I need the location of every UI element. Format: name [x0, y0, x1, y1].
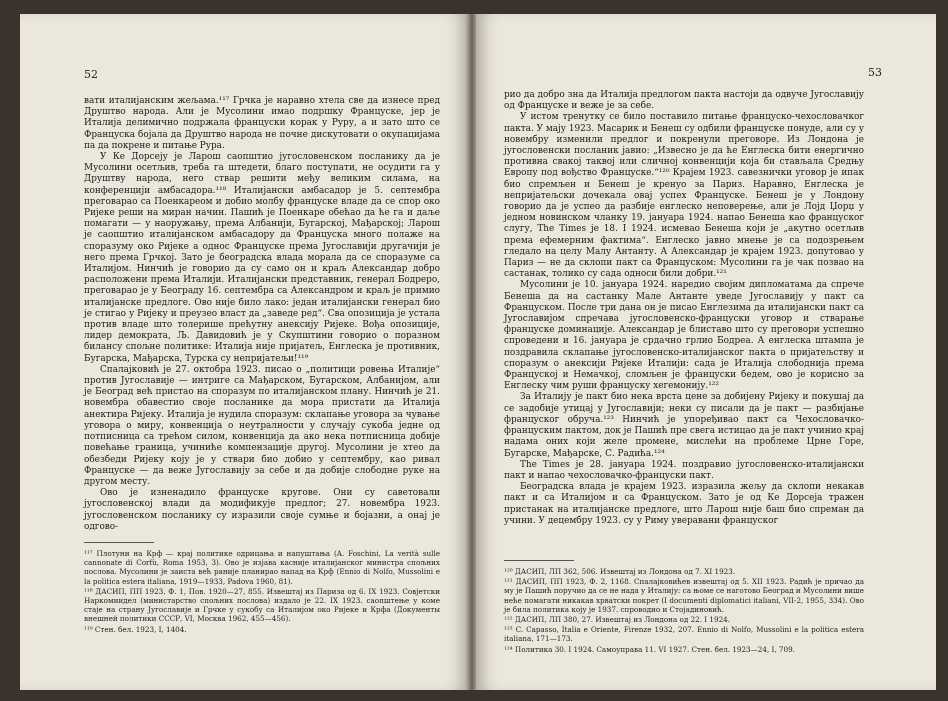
paragraph: Ово је изненадило француске кругове. Они су саветовали југословенској влади да модификује предлог; 27. новембра 1923. југословенском посланику су изразили своје сумње и бојазни, а онај је одгово- [84, 488, 440, 532]
footnote: ¹²³ C. Capasso, Italia e Oriente, Firenze 1932, 207. Ennio di Nolfo, Mussolini e la politica estera italiana, 171—173. [504, 625, 864, 644]
footnote-rule [84, 542, 154, 543]
footnote: ¹¹⁹ Стен. бел. 1923, I, 1404. [84, 624, 187, 634]
paragraph: У Ке Дорсеју је Ларош саопштио југословенском посланику да је Мусолини осетљив, треба га штедети, благо поступати, не осудити га у Друштву народа, него ствар решити међу великим силама, на конференцији амбасадора.¹¹⁸ Италијански амбасадор је 5. септембра преговарао са Поенкареом и добио молбу француске владе да се спор око Ријеке реши на миран начин. Пашић је Поенкаре обећао да ће га и даље помагати — у наоружању, према Албанији, Бугарској, Мађарској; Ларош је саопштио италијанском амбасадору да Француска много полаже на споразуму око Ријеке а однос Француске према Југославији другачији је него према Грчкој. Зато је београдска влада морала да се споразуме са Италијом. Нинчић је говорио да су само он и краљ Александар добро расположени према Италији. Италијански представник, генерал Бодреро, преговарао је у Београду 16. септембра са Александром и краљ је примио италијанске предлоге. Ово није било лако: један италијански генерал био је стигао у Ријеку и преузео власт да „заведе ред“. Сва опозиција је устала против владе што толерише прећутну анексију Ријеке. Вођа опозиције, лидер демократа, Љ. Давидовић је у Скупштини говорио о поразном билансу спољне политике: Италија није пријатељ, Енглеска је противник, Бугарска, Мађарска, Турска су непријатељи!¹¹⁹ [84, 152, 440, 364]
paragraph: У истом тренутку се било поставило питање француско-чехословачког пакта. У мају 1923. Масарик и Бенеш су одбили француске понуде, али су у новембру изменили предлог и покренули преговоре. Из Лондона је југословенски посланик јавио: „Извесно је да ће Енглеска бити енергично противна свакој таквој или сличној конвенцији која би стављала Средњу Европу под вођство Француске.“¹²⁰ Крајем 1923. савезнички уговор је ипак био спремљен и Бенеш је кренуо за Париз. Наравно, Енглеска је непријатељски дочекала овај успех Француске. Бенеш је у Лондону говорио да је успео да разбије енглеско неповерење, али је Лојд Џорџ у једном новинском чланку 19. јануара 1924. напао Бенеша као француског слугу, The Times је 18. I 1924. исмевао Бенеша који је „акутно осетљив према ефемерним фактима“. Енглеско јавно мнење је са подозрењем гледало на целу Малу Антанту. А Александар је крајем 1923. допутовао у Париз — не да склопи пакт са Француском: Мусолини га је чак позвао на састанак, толико су сада односи били добри.¹²¹ [504, 112, 864, 280]
page-number: 52 [84, 68, 98, 81]
left-page [20, 14, 468, 690]
paragraph: Београдска влада је крајем 1923. изразила жељу да склопи некакав пакт и са Италијом и са Француском. Зато је од Ке Дорсеја тражен пристанак на италијанске предлоге, што Ларош није баш био спреман да учини. У децембру 1923. су у Риму уверавани француског [504, 482, 864, 526]
footnotes [504, 560, 864, 655]
footnote-rule [504, 560, 574, 561]
footnote: ¹²² ДАСИП, ЛП 380, 27. Извештај из Лондона од 22. I 1924. [504, 615, 730, 625]
footnote: ¹²⁴ Политика 30. I 1924. Самоуправа 11. VI 1927. Стен. бел. 1923—24, I, 709. [504, 644, 795, 654]
page-number: 53 [868, 66, 882, 79]
paragraph: вати италијанским жељама.¹¹⁷ Грчка је наравно хтела све да изнесе пред Друштво народа. Али је Мусолини имао подршку Француске, јер је Италија делимично подржала француски корак у Руру, а и зато што се Француска бојала да Друштво народа не почне дискутовати о окупацијама па да покрене и питање Рура. [84, 96, 440, 151]
footnote: ¹¹⁸ ДАСИП, ПП 1923, Ф. 1, Пов. 1920—27, 855. Извештај из Париза од 6. IX 1923. Совјетски Наркомиидел (министарство спољних послова) издало је 22. IX 1923. саопштење у коме стаје на страну Југославије и Грчке у сукобу са Италијом око Ријеке и Крфа (Документы внешней политики СССР, VI, Москва 1962, 455—456). [84, 586, 440, 624]
footnotes [84, 542, 440, 635]
body-text [504, 90, 864, 527]
footnote: ¹¹⁷ Плотуни на Крф — крај политике одрицања и напуштања (A. Foschini, La verità sulle cannonate di Corfù, Roma 1953, 3). Ово је изјава касније италијанског министра спољних послова. Мусолини је заиста већ раније планирао напад на Крф (Ennio di Nolfo, Mussolini e la politica estera italiana, 1919—1933, Padova 1960, 81). [84, 549, 440, 586]
right-page [476, 14, 936, 690]
paragraph: The Times је 28. јануара 1924. поздравио југословенско-италијански пакт и напао чехословачко-француски пакт. [504, 459, 864, 481]
footnote: ¹²⁰ ДАСИП, ЛП 362, 506. Извештај из Лондона од 7. XI 1923. [504, 567, 736, 576]
footnote: ¹²¹ ДАСИП, ПП 1923, Ф. 2, 1168. Спалајковићев извештај од 5. XII 1923. Радић је причао да му је Пашић поручио да се не нада у Италију: са њоме се наготово Београд и Мусолини више неће помагати никакав хрватски покрет (I documenti diplomatici italiani, VII-2, 1955, 334). Ово је била политика коју је 1937. спроводио и Стојадиновић. [504, 577, 864, 614]
paragraph: Спалајковић је 27. октобра 1923. писао о „политици ровења Италије“ против Југославије — интриге са Мађарском, Бугарском, Албанијом, али је Београд већ пристао на споразум по италијанском плану. Нинчић је 21. новембра обавестио своје посланике да мора пристати да Италија анектира Ријеку. Италија је нудила споразум: склапање уговора за чување уговора о миру, конвенција о неутралности у случају сукоба једне од потписница са трећом силом, конвенција да ако нека потписница добије повећање граница, учиниће компензације другој. Мусолини је хтео да обезбеди Ријеку коју је у ствари био добио у септембру, као ривал Француске — да веже Југославију за себе и да добије слободне руке на другом месту. [84, 364, 440, 487]
paragraph: За Италију је пакт био нека врста цене за добијену Ријеку и покушај да се задобије утицај у Југославији; неки су писали да је пакт — разбијање француског обруча.¹²³ Нинчић је упоређивао пакт са Чехословачко-француским пактом, док је Пашић пре свега истицао да је пакт учинио крај надама оних који желе промене, мислећи на проблеме Црне Горе, Бугарске, Мађарске, С. Радића.¹²⁴ [504, 392, 864, 459]
body-text [84, 96, 440, 533]
paragraph: Мусолини је 10. јануара 1924. наредио својим дипломатама да спрече Бенеша да на састанку Мале Антанте уведе Југославију у пакт са Француском. После три дана он је писао Енглезима да италијански пакт са Југославијом спречава југословенско-француски уговор и стварање француске доминације. Александар је блиставо што су преговори успешно спроведени и 16. јануара је срдачно грлио Бодреа. А енглеска штампа је поздравила склапање југословенско-италијанског пакта о пријатељству и споразум о анексији Ријеке Италији: сада је Италија слободнија према Француској и Немачкој, сломљен је француски бедем, ово је корисно за Енглеску чим руши француску хегемонију.¹²² [504, 280, 864, 392]
paragraph: рио да добро зна да Италија предлогом пакта настоји да одвуче Југославију од Француске и веже је за себе. [504, 90, 864, 112]
